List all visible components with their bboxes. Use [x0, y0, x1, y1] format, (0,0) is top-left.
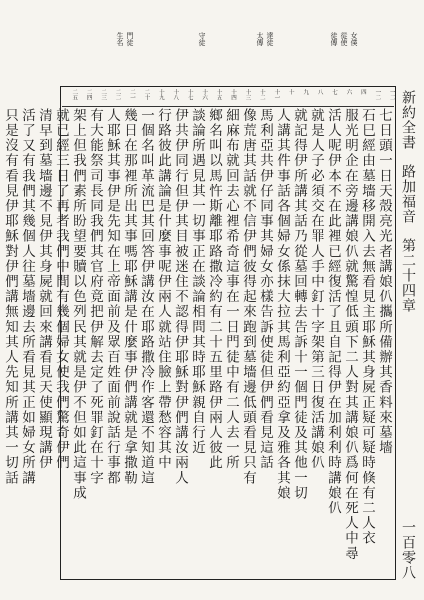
text-column: 架上但我們素所盼望要贖以色列民其就是伊不但如此這事成 — [70, 108, 86, 501]
text-column: 七日頭一日天殼亮光者講娘仈攜所備辦其香料來墓墻 — [376, 108, 392, 456]
verse-number: 二二 — [114, 89, 121, 100]
verse-number: 六 — [345, 89, 352, 95]
verse-number: 七 — [331, 89, 338, 95]
text-column: 就是人子必須交在罪人手中釘十字架第三日復活講娘仈 — [308, 108, 324, 471]
header-note: 門徒 — [126, 32, 134, 46]
verse-number: 一二 — [374, 89, 381, 100]
text-column: 石巳經由墓墻移開入去無看見主耶穌其身屍正疑可疑時倏有二人衣 — [359, 108, 375, 546]
text-column: 就已經三日了再者我們中間有幾個婦女使我們驚奇伊們 — [53, 108, 69, 471]
verse-number: 十七 — [186, 89, 193, 100]
header-note: 從使 — [340, 32, 348, 46]
text-column: 服光明企在旁邊講娘仈就驚惶低頭下二人對其講娘仈爲何在死人中尋 — [342, 108, 358, 561]
text-column: 活了又有我們其幾個人往墓墻邊去所看見其正如婦女所講 — [19, 108, 35, 486]
verse-number: 二十 — [143, 89, 150, 100]
text-column: 一個名叫革流巴其回答伊講汝在耶路撒冷作客還不知道這 — [138, 108, 154, 486]
verse-number: 二一 — [128, 89, 135, 100]
verse-number: 十三 — [244, 89, 251, 100]
verse-number: 十二 — [258, 89, 265, 100]
page-number: 一百零八 — [400, 520, 416, 580]
verse-number: 十 — [287, 89, 294, 95]
verse-number: 一二 — [388, 89, 395, 100]
text-column: 鄉名叫以馬忤斯離耶路撒冷約有二十五里路伊兩人彼此 — [206, 108, 222, 471]
text-column: 馬利亞共伊仔同事其婦女亦樣告訴使徒但伊們看見這話 — [257, 108, 273, 471]
verse-number: 十五 — [215, 89, 222, 100]
verse-number: 二五 — [71, 89, 78, 100]
text-column: 活人呢伊本不在此裡已經復活了且自記得伊在加利利時講娘仈 — [325, 108, 341, 516]
book-title: 新約全書 — [400, 90, 416, 150]
verse-number: 二三 — [100, 89, 107, 100]
header-note: 徒傳 — [330, 32, 338, 46]
text-column: 行路彼此講論是什麼事呢伊兩人就站住臉上帶愁容其中 — [155, 108, 171, 471]
title-column — [398, 90, 418, 580]
verse-number: 十九 — [157, 89, 164, 100]
text-column: 有大能祭司長同我們其官府竟把伊解去定了死罪釘在十字 — [87, 108, 103, 486]
text-column: 幾日在那裡所出其事嗎耶穌講是什麼事伊們講就是拿撒勒 — [121, 108, 137, 486]
verse-number: 十六 — [201, 89, 208, 100]
verse-number-row — [62, 88, 394, 107]
text-column: 談論所遇見其一切事正在談論相問其時耶穌親自行近 — [189, 108, 205, 456]
text-column: 伊共伊同行但伊其目被迷住不認得伊耶穌對伊們講汝兩人 — [172, 108, 188, 486]
header-note: 達徒 — [266, 32, 274, 46]
text-column: 只是沒有看見伊耶穌對伊們講無知其人先知所講其一切話 — [2, 108, 18, 486]
header-note: 女僕 — [350, 32, 358, 46]
main-text — [2, 108, 392, 578]
verse-number: 九 — [302, 89, 309, 95]
header-note: 生名 — [116, 32, 124, 46]
gospel-title: 路加福音 — [400, 164, 416, 224]
text-column: 像荒唐其話就不信伊們彼得起來跑到墓墻邊低頭看見只有 — [240, 108, 256, 486]
verse-number: 二四 — [85, 89, 92, 100]
verse-number: 十一 — [273, 89, 280, 100]
verse-number: 十四 — [230, 89, 236, 100]
verse-number: 十八 — [172, 89, 179, 100]
header-note: 太傳 — [256, 32, 264, 46]
verse-number: 八 — [316, 89, 323, 95]
header-note: 守徒 — [198, 32, 206, 46]
text-column: 人講其件事話各個婦女係抹大拉其馬利亞約亞拿及雅各其娘 — [274, 108, 290, 501]
text-column: 就記得伊所講其話乃從墓回轉去告訴十一個門徒及其他一切 — [291, 108, 307, 501]
text-column: 清早到墓墻邊不見伊其身屍就回來講看見天使顯現講伊 — [36, 108, 52, 471]
text-column: 人耶穌其事伊是先知在上帝面前及眾百姓面前說話行事都 — [104, 108, 120, 486]
verse-number: 四 — [359, 89, 366, 95]
chapter-label: 第二十四章 — [400, 238, 416, 313]
text-column: 細麻布就回去心裡希奇這事在一日門徒中有二人去一所 — [223, 108, 239, 471]
